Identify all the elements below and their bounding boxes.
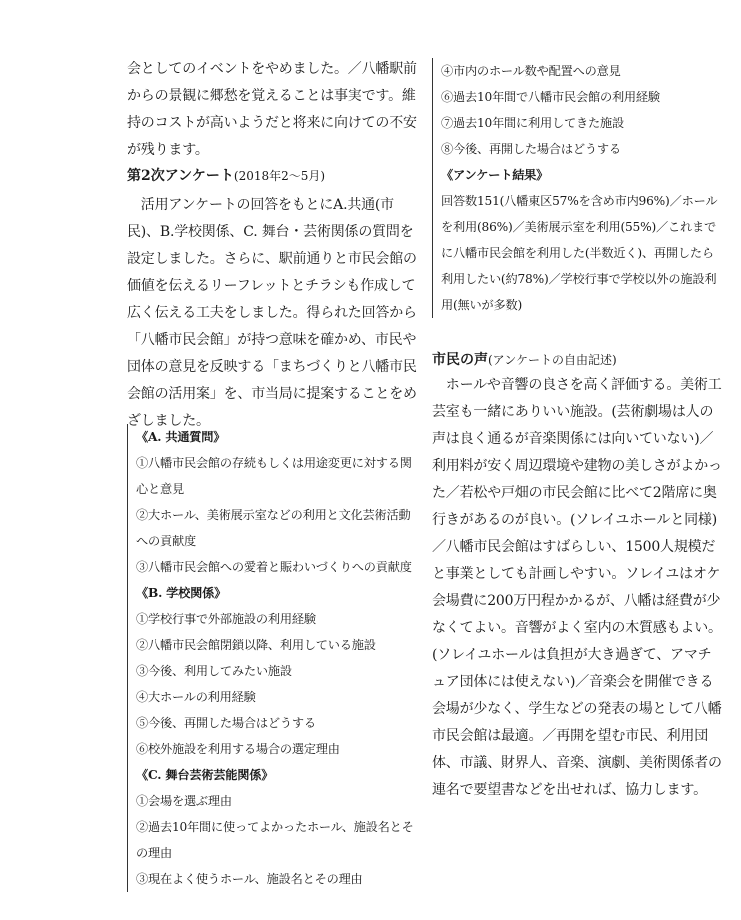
list-item: ⑦過去10年間に利用してきた施設 bbox=[441, 116, 624, 130]
voices-title: 市民の声 bbox=[432, 352, 488, 368]
survey2-title: 第2次アンケート bbox=[127, 168, 234, 184]
section-a-title: 《A. 共通質問》 bbox=[136, 430, 226, 444]
survey2-body: 活用アンケートの回答をもとにA.共通(市民)、B.学校関係、C. 舞台・芸術関係の質問を設定しました。さらに、駅前通りと市民会館の価値を伝えるリーフレットとチラシも作成して広く伝える工夫をしました。得られた回答から「八幡市民会館」が持つ意味を確かめ、市民や団体の意見を反映する「まちづくりと八幡市民会館の活用案」を、市当局に提案することをめざしました。 bbox=[127, 197, 417, 429]
voices-heading bbox=[432, 350, 617, 370]
list-item: ③現在よく使うホール、施設名とその理由 bbox=[136, 872, 363, 886]
list-item: ③八幡市民会館への愛着と賑わいづくりへの貢献度 bbox=[136, 560, 412, 574]
survey2-period: (2018年2～5月) bbox=[233, 169, 326, 183]
questions-box-continued bbox=[432, 58, 723, 318]
questions-box bbox=[127, 424, 419, 892]
list-item: ⑥過去10年間で八幡市民会館の利用経験 bbox=[441, 90, 660, 104]
list-item: ⑥校外施設を利用する場合の選定理由 bbox=[136, 742, 340, 756]
list-item: ②八幡市民会館閉鎖以降、利用している施設 bbox=[136, 638, 376, 652]
list-item: ①八幡市民会館の存続もしくは用途変更に対する関心と意見 bbox=[136, 456, 412, 496]
list-item: ③今後、利用してみたい施設 bbox=[136, 664, 292, 678]
intro-paragraph: 会としてのイベントをやめました。／八幡駅前からの景観に郷愁を覚えることは事実です。維持のコストが高いようだと将来に向けての不安が残ります。 bbox=[127, 61, 417, 158]
results-title: 《アンケート結果》 bbox=[441, 168, 549, 182]
voices-subtitle: (アンケートの自由記述) bbox=[488, 353, 617, 367]
list-item: ②大ホール、美術展示室などの利用と文化芸術活動への貢献度 bbox=[136, 508, 411, 548]
list-item: ①学校行事で外部施設の利用経験 bbox=[136, 612, 316, 626]
list-item: ①会場を選ぶ理由 bbox=[136, 794, 232, 808]
list-item: ⑤今後、再開した場合はどうする bbox=[136, 716, 316, 730]
list-item: ⑧今後、再開した場合はどうする bbox=[441, 142, 621, 156]
section-b-title: 《B. 学校関係》 bbox=[136, 586, 227, 600]
results-body: 回答数151(八幡東区57%を含め市内96%)／ホールを利用(86%)／美術展示室を利用(55%)／これまでに八幡市民会館を利用した(半数近く)、再開したら利用したい(約78%)／学校行事で学校以外の施設利用(無いが多数) bbox=[441, 194, 718, 312]
list-item: ②過去10年間に使ってよかったホール、施設名とその理由 bbox=[136, 820, 414, 860]
voices-body: ホールや音響の良さを高く評価する。美術工芸室も一緒にありいい施設。(芸術劇場は人の声は良く通るが音楽関係には向いていない)／利用料が安く周辺環境や建物の美しさがよかった／若松や戸畑の市民会館に比べて2階席に奥行きがあるのが良い。(ソレイユホールと同様)／八幡市民会館はすばらしい、1500人規模だと事業としても計画しやすい。ソレイユはオケ会場費に200万円程かかるが、八幡は経費が少なくてよい。音響がよく室内の木質感もよい。(ソレイユホールは負担が大き過ぎて、アマチュア団体には使えない)／音楽会を開催できる会場が少なく、学生などの発表の場として八幡市民会館は最適。／再開を望む市民、利用団体、市議、財界人、音楽、演劇、美術関係者の連名で要望書などを出せれば、協力します。 bbox=[432, 377, 722, 798]
list-item: ④大ホールの利用経験 bbox=[136, 690, 256, 704]
list-item: ④市内のホール数や配置への意見 bbox=[441, 64, 621, 78]
survey2-heading bbox=[127, 166, 325, 186]
section-c-title: 《C. 舞台芸術芸能関係》 bbox=[136, 768, 274, 782]
